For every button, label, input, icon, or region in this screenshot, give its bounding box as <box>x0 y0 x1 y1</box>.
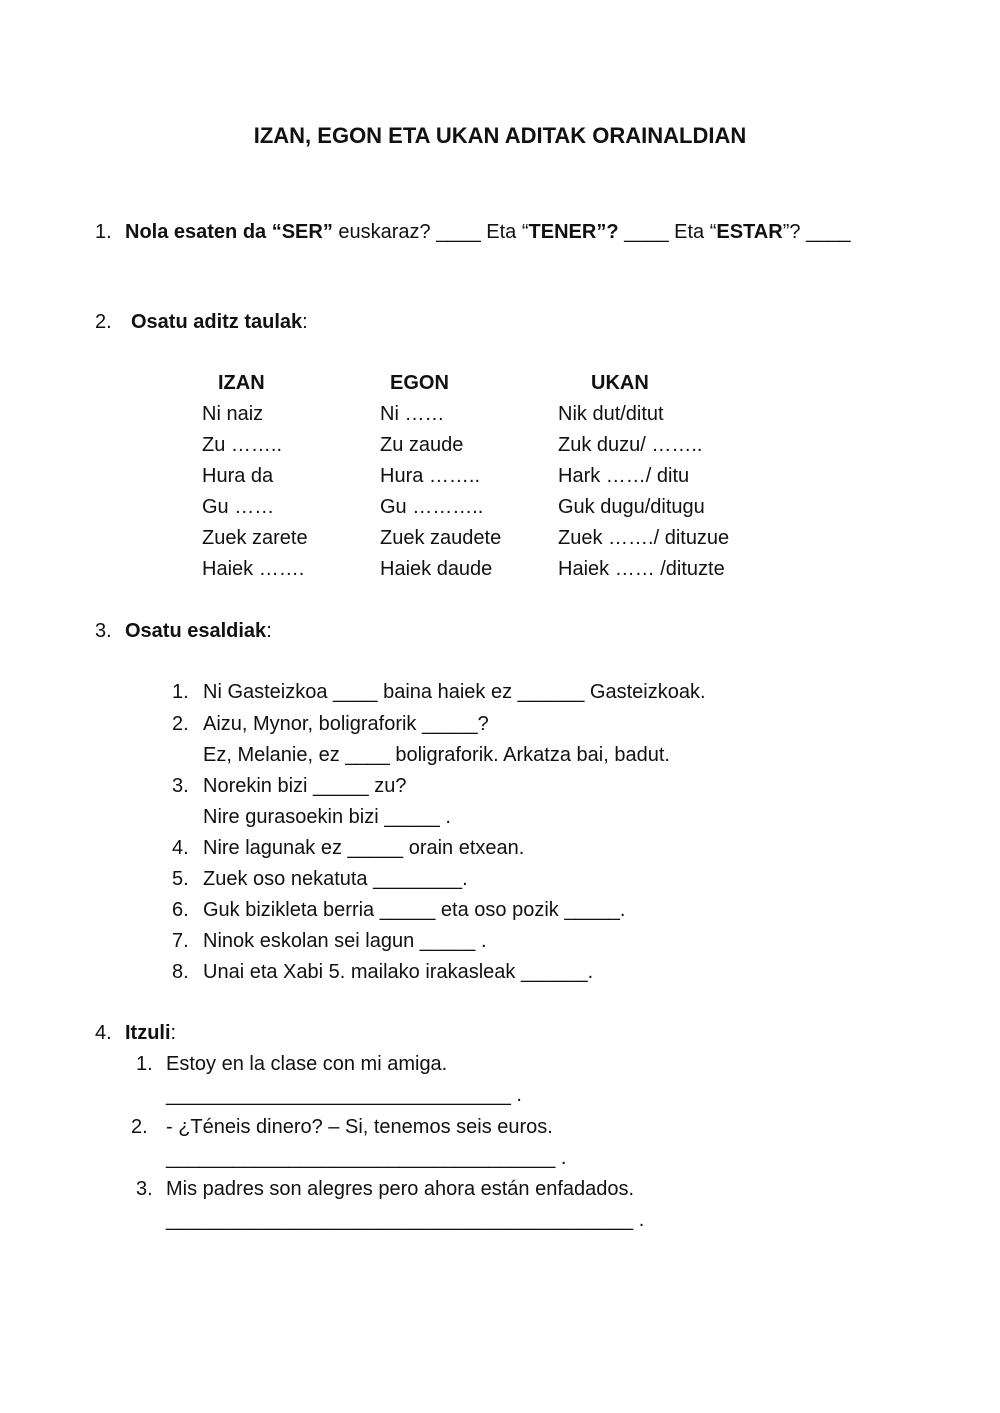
q1-bold-ser: Nola esaten da “SER” <box>125 221 333 243</box>
q2-label: Osatu aditz taulak <box>131 311 303 333</box>
q1-bold-tener: TENER”? <box>528 221 619 243</box>
egon-row: Zu zaude <box>380 434 464 456</box>
ukan-column-header: UKAN <box>591 372 649 394</box>
question-2-heading <box>131 312 308 332</box>
izan-row: Hura da <box>202 465 274 487</box>
sentence-text: Ninok eskolan sei lagun _____ . <box>203 930 487 952</box>
sentence-text: Nire gurasoekin bizi _____ . <box>203 806 451 828</box>
sentence-text: Ni Gasteizkoa ____ baina haiek ez ______ Gasteizkoak. <box>203 681 706 703</box>
sentence-text: Guk bizikleta berria _____ eta oso pozik _____. <box>203 899 626 921</box>
q3-colon: : <box>266 620 272 642</box>
izan-row: Ni naiz <box>202 403 264 425</box>
question-1-number: 1. <box>95 221 112 243</box>
sentence-text: Aizu, Mynor, boligraforik _____? <box>203 713 489 735</box>
q1-bold-estar: ESTAR <box>716 221 783 243</box>
question-3-number: 3. <box>95 620 112 642</box>
egon-row: Zuek zaudete <box>380 527 502 549</box>
page-title: IZAN, EGON ETA UKAN ADITAK ORAINALDIAN <box>253 123 747 148</box>
question-3-heading <box>125 621 272 641</box>
q1-text-3: ”? ____ <box>782 221 851 243</box>
ukan-row: Nik dut/ditut <box>558 403 664 425</box>
izan-row: Haiek ……. <box>202 558 305 580</box>
question-4-heading <box>125 1023 176 1043</box>
sentence-text: Ez, Melanie, ez ____ boligraforik. Arkatza bai, badut. <box>203 744 670 766</box>
sentence-text: Nire lagunak ez _____ orain etxean. <box>203 837 525 859</box>
answer-line: __________________________________________ . <box>166 1209 645 1231</box>
translation-text: Estoy en la clase con mi amiga. <box>166 1053 448 1075</box>
sentence-number: 1. <box>172 681 189 703</box>
izan-column-header: IZAN <box>218 372 265 394</box>
q4-colon: : <box>170 1022 177 1044</box>
egon-row: Hura …….. <box>380 465 481 487</box>
izan-row: Gu …… <box>202 496 275 518</box>
ukan-row: Guk dugu/ditugu <box>558 496 705 518</box>
egon-column-header: EGON <box>390 372 449 394</box>
q2-colon: : <box>302 311 308 333</box>
translation-number: 2. <box>131 1116 148 1138</box>
answer-line: ___________________________________ . <box>166 1147 567 1169</box>
sentence-number: 8. <box>172 961 189 983</box>
translation-text: Mis padres son alegres pero ahora están enfadados. <box>166 1178 635 1200</box>
sentence-number: 3. <box>172 775 189 797</box>
egon-row: Haiek daude <box>380 558 493 580</box>
q1-text-2: ____ Eta “ <box>618 221 717 243</box>
question-4-number: 4. <box>95 1022 112 1044</box>
translation-number: 3. <box>136 1178 153 1200</box>
sentence-number: 2. <box>172 713 189 735</box>
question-2-number: 2. <box>95 311 112 333</box>
sentence-text: Unai eta Xabi 5. mailako irakasleak ______. <box>203 961 594 983</box>
sentence-number: 7. <box>172 930 189 952</box>
sentence-number: 6. <box>172 899 189 921</box>
q4-label: Itzuli <box>125 1022 171 1044</box>
egon-row: Ni …… <box>380 403 445 425</box>
ukan-row: Zuk duzu/ …….. <box>558 434 703 456</box>
ukan-row: Hark ……/ ditu <box>558 465 690 487</box>
ukan-row: Haiek …… /dituzte <box>558 558 725 580</box>
izan-row: Zu …….. <box>202 434 283 456</box>
answer-line: _______________________________ . <box>166 1084 522 1106</box>
izan-row: Zuek zarete <box>202 527 308 549</box>
q3-label: Osatu esaldiak <box>125 620 267 642</box>
sentence-text: Norekin bizi _____ zu? <box>203 775 407 797</box>
egon-row: Gu ……….. <box>380 496 484 518</box>
translation-text: - ¿Téneis dinero? – Si, tenemos seis euros. <box>166 1116 553 1138</box>
sentence-text: Zuek oso nekatuta ________. <box>203 868 468 890</box>
question-1-text <box>125 222 851 242</box>
q1-text-1: euskaraz? ____ Eta “ <box>332 221 529 243</box>
ukan-row: Zuek ……./ dituzue <box>558 527 730 549</box>
sentence-number: 5. <box>172 868 189 890</box>
translation-number: 1. <box>136 1053 153 1075</box>
sentence-number: 4. <box>172 837 189 859</box>
